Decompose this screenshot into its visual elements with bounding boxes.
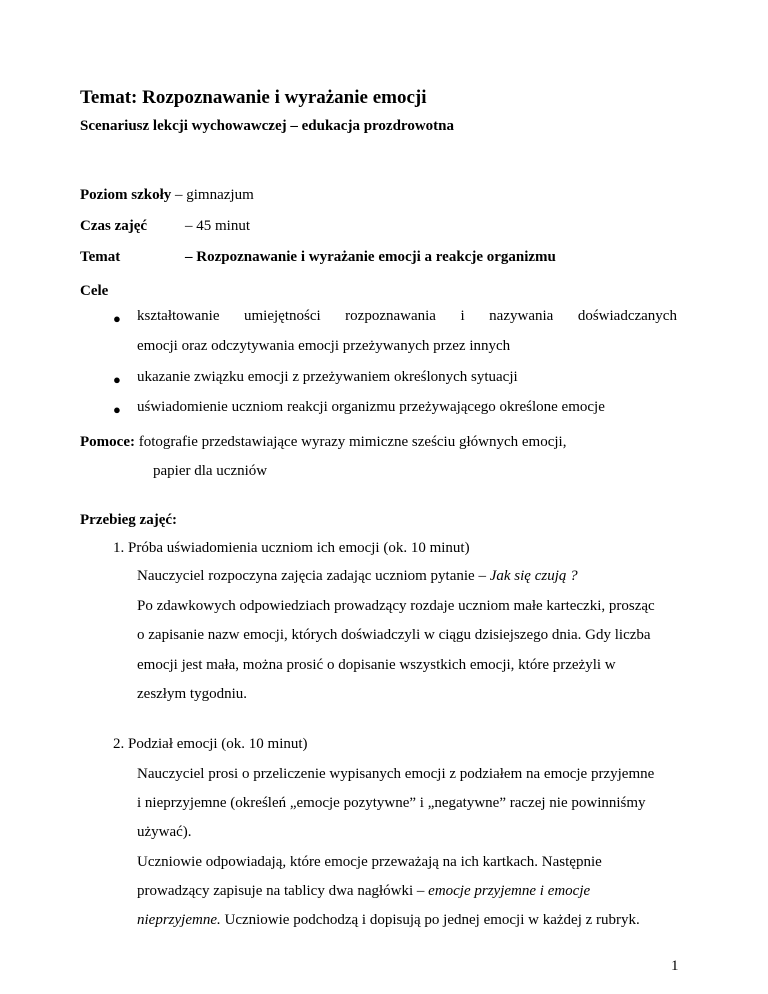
bullet-icon: ● (113, 372, 121, 387)
goal-item-1-line-2: emocji oraz odczytywania emocji przeżywanych przez innych (137, 338, 511, 354)
time-label: Czas zajęć (80, 218, 148, 234)
goal-item-1-word: kształtowanie (137, 308, 220, 324)
document-title: Temat: Rozpoznawanie i wyrażanie emocji (80, 87, 427, 108)
goals-heading: Cele (80, 283, 109, 299)
step-1-line-1 (137, 568, 578, 585)
step-1-line-5: zeszłym tygodniu. (137, 686, 247, 702)
goal-item-1-word: nazywania (489, 308, 554, 324)
step-2-line-2: i nieprzyjemne (określeń „emocje pozytywne” i „negatywne” raczej nie powinniśmy (137, 795, 646, 811)
aids-line-2: papier dla uczniów (153, 463, 268, 479)
bullet-icon: ● (113, 402, 121, 417)
topic-label: Temat (80, 249, 121, 265)
step-2-line-6-italic: nieprzyjemne. (137, 912, 221, 928)
step-2-line-5-text: prowadzący zapisuje na tablicy dwa nagłówki – (137, 883, 429, 899)
step-2-line-5 (137, 883, 590, 900)
step-2-line-6-text: Uczniowie podchodzą i dopisują po jednej emocji w każdej z rubryk. (220, 912, 640, 928)
goal-item-2: ukazanie związku emocji z przeżywaniem określonych sytuacji (137, 369, 518, 385)
step-2-line-1: Nauczyciel prosi o przeliczenie wypisanych emocji z podziałem na emocje przyjemne (137, 766, 655, 782)
step-1-line-4: emocji jest mała, można prosić o dopisanie wszystkich emocji, które przeżyli w (137, 657, 616, 673)
goal-item-1-line-1 (137, 308, 677, 325)
document-subtitle: Scenariusz lekcji wychowawczej – edukacja prozdrowotna (80, 118, 454, 134)
goal-item-1-word: rozpoznawania (345, 308, 436, 324)
step-1-line-3: o zapisanie nazw emocji, których doświadczyli w ciągu dzisiejszego dnia. Gdy liczba (137, 627, 651, 643)
step-1-question: Jak się czują ? (489, 568, 578, 584)
step-1-line-2: Po zdawkowych odpowiedziach prowadzący rozdaje uczniom małe karteczki, prosząc (137, 598, 655, 614)
aids-line-1 (80, 434, 566, 451)
bullet-icon: ● (113, 311, 121, 326)
course-heading: Przebieg zajęć: (80, 512, 178, 528)
step-2-line-6 (137, 912, 640, 929)
info-level (80, 187, 254, 204)
step-1-title: 1. Próba uświadomienia uczniom ich emocji (ok. 10 minut) (113, 540, 470, 556)
topic-value: – Rozpoznawanie i wyrażanie emocji a reakcje organizmu (185, 249, 556, 265)
step-2-title: 2. Podział emocji (ok. 10 minut) (113, 736, 308, 752)
level-label: Poziom szkoły (80, 187, 172, 203)
goal-item-1-word: i (460, 308, 465, 324)
aids-text: fotografie przedstawiające wyrazy mimiczne sześciu głównych emocji, (134, 434, 567, 450)
goal-item-3: uświadomienie uczniom reakcji organizmu przeżywającego określone emocje (137, 399, 605, 415)
goal-item-1-word: umiejętności (244, 308, 321, 324)
aids-label: Pomoce: (80, 434, 135, 450)
page-number: 1 (671, 958, 679, 974)
level-value: – gimnazjum (171, 187, 254, 203)
step-1-line-1-text: Nauczyciel rozpoczyna zajęcia zadając uczniom pytanie – (137, 568, 490, 584)
step-2-line-3: używać). (137, 824, 192, 840)
time-value: – 45 minut (185, 218, 251, 234)
step-2-line-5-italic: emocje przyjemne i emocje (428, 883, 591, 899)
step-2-line-4: Uczniowie odpowiadają, które emocje przeważają na ich kartkach. Następnie (137, 854, 602, 870)
goal-item-1-word: doświadczanych (577, 308, 677, 324)
